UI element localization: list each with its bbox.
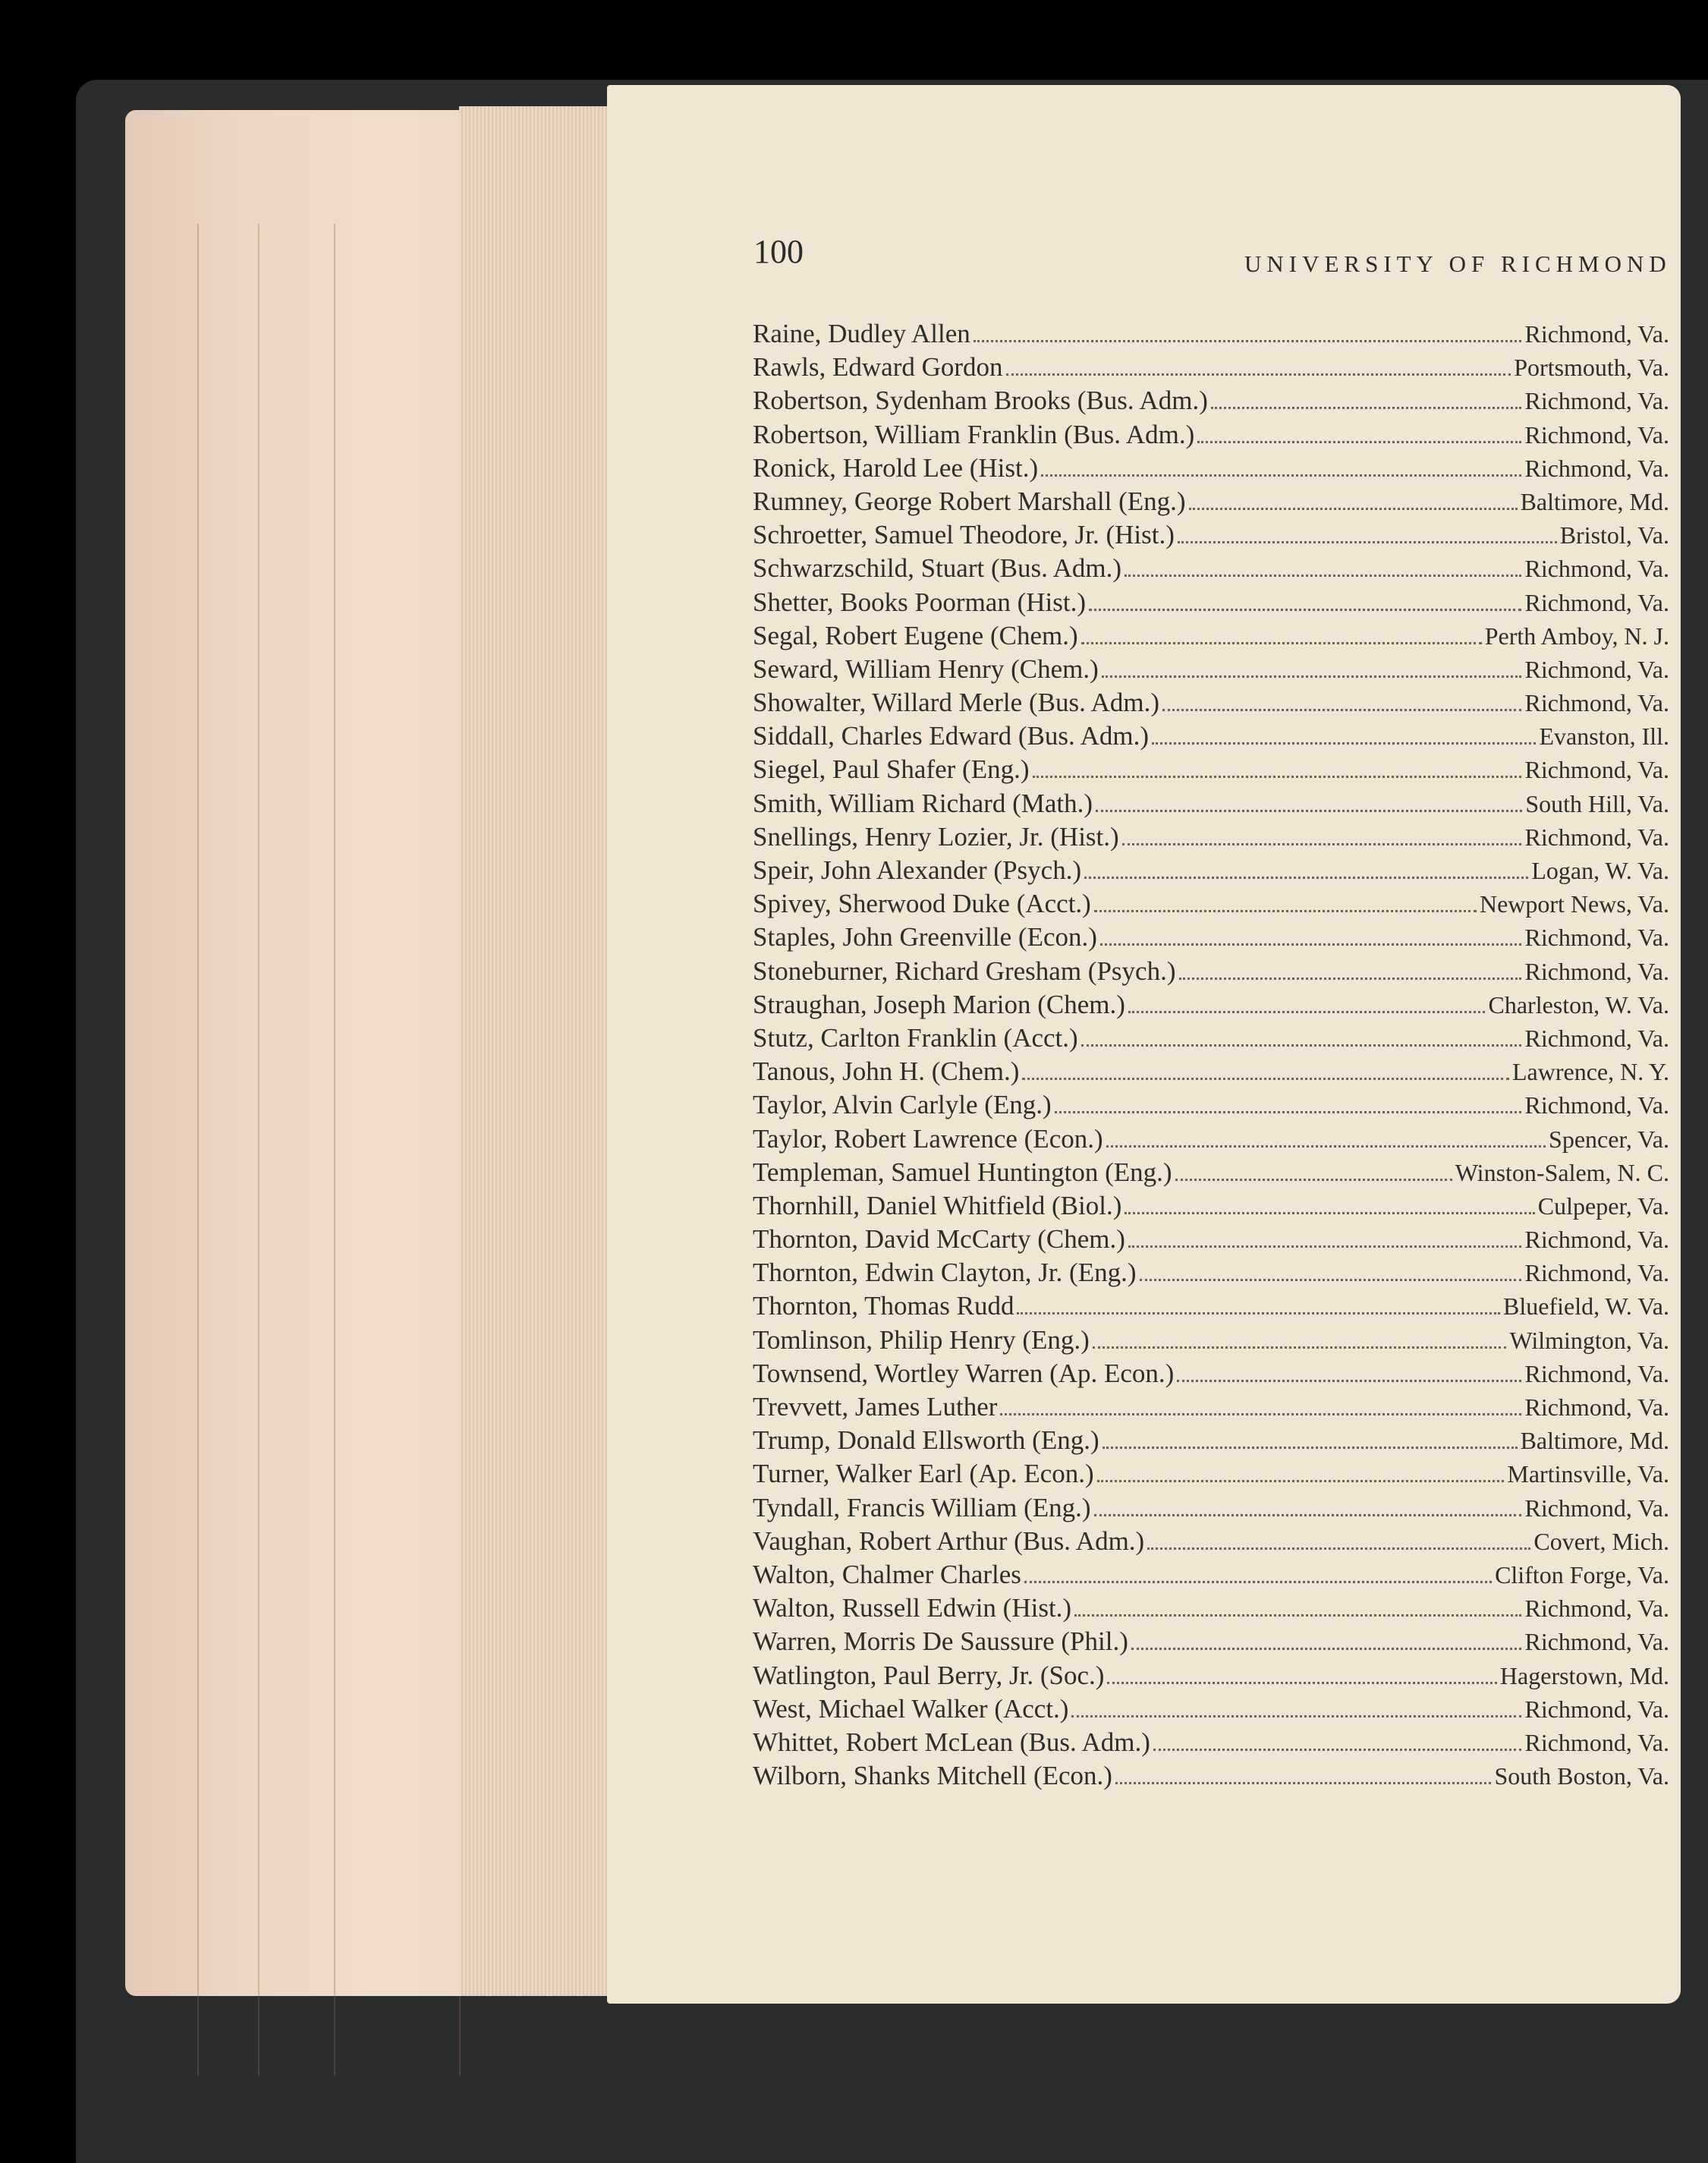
student-name: Segal, Robert Eugene (Chem.) (753, 620, 1078, 650)
dot-leader (1096, 805, 1522, 812)
student-hometown: Spencer, Va. (1549, 1125, 1669, 1153)
dot-leader (1153, 1744, 1522, 1751)
student-hometown: Covert, Mich. (1533, 1527, 1669, 1555)
student-hometown: South Hill, Va. (1525, 789, 1669, 817)
dot-leader (1074, 1610, 1521, 1617)
dot-leader (1131, 1643, 1522, 1650)
dot-leader (1140, 1274, 1522, 1281)
student-hometown: Richmond, Va. (1524, 1393, 1669, 1421)
list-item (753, 1325, 1669, 1359)
student-hometown: Richmond, Va. (1524, 588, 1669, 616)
student-hometown: Richmond, Va. (1524, 1226, 1669, 1254)
student-hometown: Perth Amboy, N. J. (1484, 622, 1669, 650)
list-item (753, 1157, 1669, 1191)
dot-leader (1179, 973, 1522, 980)
dot-leader (1197, 436, 1521, 443)
student-hometown: Newport News, Va. (1479, 890, 1669, 918)
list-item (753, 420, 1669, 453)
list-item (753, 855, 1669, 889)
list-item (753, 1694, 1669, 1727)
student-name: Stoneburner, Richard Gresham (Psych.) (753, 956, 1176, 986)
dot-leader (1122, 839, 1522, 845)
student-hometown: Hagerstown, Md. (1499, 1661, 1669, 1689)
student-name: Whittet, Robert McLean (Bus. Adm.) (753, 1727, 1150, 1757)
dot-leader (1093, 1342, 1507, 1349)
dot-leader (1094, 1510, 1522, 1516)
list-item (753, 1560, 1669, 1593)
student-hometown: Bluefield, W. Va. (1503, 1292, 1669, 1321)
student-name: Siddall, Charles Edward (Bus. Adm.) (753, 721, 1150, 751)
list-item (753, 587, 1669, 621)
list-item (753, 1593, 1669, 1626)
dot-leader (1162, 704, 1521, 711)
list-item (753, 1359, 1669, 1392)
student-name: Rumney, George Robert Marshall (Eng.) (753, 486, 1186, 516)
student-name: Stutz, Carlton Franklin (Acct.) (753, 1022, 1078, 1053)
running-head: UNIVERSITY OF RICHMOND (1244, 250, 1672, 277)
student-name: Wilborn, Shanks Mitchell (Econ.) (753, 1761, 1112, 1791)
dot-leader (1084, 872, 1528, 879)
student-name: Vaughan, Robert Arthur (Bus. Adm.) (753, 1525, 1145, 1556)
student-name: Trump, Donald Ellsworth (Eng.) (753, 1425, 1099, 1456)
student-hometown: Martinsville, Va. (1507, 1460, 1669, 1488)
list-item (753, 1258, 1669, 1291)
student-hometown: Richmond, Va. (1524, 1024, 1669, 1052)
dot-leader (1175, 1174, 1452, 1181)
student-name: Taylor, Alvin Carlyle (Eng.) (753, 1090, 1052, 1120)
student-name: Snellings, Henry Lozier, Jr. (Hist.) (753, 821, 1119, 852)
dot-leader (1128, 1241, 1522, 1248)
dot-leader (1115, 1777, 1492, 1784)
student-hometown: Richmond, Va. (1524, 1259, 1669, 1287)
dot-leader (1000, 1409, 1521, 1415)
list-item (753, 1661, 1669, 1694)
student-name: Townsend, Wortley Warren (Ap. Econ.) (753, 1358, 1175, 1388)
list-item (753, 754, 1669, 788)
page-leaf-stack (459, 106, 611, 1996)
dot-leader (974, 335, 1522, 342)
dot-leader (1211, 402, 1522, 409)
student-name: Templeman, Samuel Huntington (Eng.) (753, 1157, 1172, 1187)
student-name: Thornton, Thomas Rudd (753, 1291, 1014, 1321)
list-item (753, 1626, 1669, 1660)
dot-leader (1152, 738, 1536, 745)
student-hometown: Clifton Forge, Va. (1495, 1560, 1669, 1588)
student-name: Walton, Chalmer Charles (753, 1559, 1021, 1589)
student-name: Showalter, Willard Merle (Bus. Adm.) (753, 688, 1160, 718)
student-name: Thornton, David McCarty (Chem.) (753, 1224, 1125, 1255)
dot-leader (1041, 470, 1521, 477)
dot-leader (1147, 1543, 1530, 1550)
dot-leader (1128, 1006, 1486, 1013)
list-item (753, 1526, 1669, 1560)
student-name: Thornhill, Daniel Whitfield (Biol.) (753, 1190, 1122, 1220)
dot-leader (1102, 671, 1522, 678)
dot-leader (1006, 369, 1511, 376)
student-hometown: Richmond, Va. (1524, 1494, 1669, 1522)
student-name: Smith, William Richard (Math.) (753, 788, 1093, 818)
student-name: Taylor, Robert Lawrence (Econ.) (753, 1123, 1103, 1154)
dot-leader (1094, 905, 1477, 912)
list-item (753, 1191, 1669, 1224)
student-hometown: Richmond, Va. (1524, 320, 1669, 348)
student-hometown: Richmond, Va. (1524, 420, 1669, 449)
page-edge-line (334, 224, 335, 2076)
student-name: Tyndall, Francis William (Eng.) (753, 1492, 1091, 1522)
student-hometown: Richmond, Va. (1524, 1695, 1669, 1723)
page-number: 100 (753, 233, 804, 270)
list-item (753, 1459, 1669, 1492)
list-item (753, 1224, 1669, 1258)
student-hometown: Richmond, Va. (1524, 823, 1669, 851)
student-hometown: Richmond, Va. (1524, 756, 1669, 784)
dot-leader (1022, 1073, 1509, 1080)
student-hometown: Richmond, Va. (1524, 454, 1669, 482)
student-hometown: Winston-Salem, N. C. (1455, 1158, 1669, 1186)
list-item (753, 1425, 1669, 1459)
dot-leader (1024, 1576, 1492, 1583)
student-hometown: Baltimore, Md. (1520, 1427, 1669, 1455)
student-hometown: Baltimore, Md. (1520, 487, 1669, 515)
list-item (753, 1727, 1669, 1761)
dot-leader (1177, 1375, 1521, 1382)
list-item (753, 621, 1669, 654)
student-hometown: Richmond, Va. (1524, 1359, 1669, 1387)
list-item (753, 654, 1669, 688)
student-name: West, Michael Walker (Acct.) (753, 1693, 1069, 1724)
list-item (753, 386, 1669, 419)
student-name: Speir, John Alexander (Psych.) (753, 855, 1082, 885)
student-name: Thornton, Edwin Clayton, Jr. (Eng.) (753, 1258, 1137, 1288)
list-item (753, 1124, 1669, 1157)
dot-leader (1178, 537, 1557, 543)
student-name: Straughan, Joseph Marion (Chem.) (753, 989, 1125, 1019)
student-hometown: South Boston, Va. (1494, 1762, 1669, 1790)
student-hometown: Richmond, Va. (1524, 689, 1669, 717)
student-hometown: Richmond, Va. (1524, 1628, 1669, 1656)
dot-leader (1055, 1107, 1522, 1113)
dot-leader (1100, 939, 1522, 946)
student-name: Tomlinson, Philip Henry (Eng.) (753, 1324, 1090, 1355)
student-name: Walton, Russell Edwin (Hist.) (753, 1593, 1072, 1623)
dot-leader (1125, 1207, 1534, 1214)
list-item (753, 453, 1669, 486)
dot-leader (1071, 1711, 1521, 1717)
list-item (753, 688, 1669, 721)
student-name: Watlington, Paul Berry, Jr. (Soc.) (753, 1660, 1105, 1690)
list-item (753, 789, 1669, 822)
list-item (753, 319, 1669, 352)
student-hometown: Richmond, Va. (1524, 387, 1669, 415)
list-item (753, 822, 1669, 855)
student-hometown: Richmond, Va. (1524, 924, 1669, 952)
list-item (753, 520, 1669, 553)
list-item (753, 956, 1669, 990)
dot-leader (1081, 638, 1482, 644)
student-name: Siegel, Paul Shafer (Eng.) (753, 754, 1030, 785)
student-hometown: Richmond, Va. (1524, 1091, 1669, 1119)
page-edge-line (258, 224, 260, 2076)
student-hometown: Richmond, Va. (1524, 957, 1669, 985)
dot-leader (1189, 503, 1518, 510)
student-name: Rawls, Edward Gordon (753, 352, 1003, 383)
list-item (753, 1056, 1669, 1090)
page-edge-line (197, 224, 199, 2076)
list-item (753, 1761, 1669, 1794)
student-name: Raine, Dudley Allen (753, 319, 970, 348)
student-name: Schroetter, Samuel Theodore, Jr. (Hist.) (753, 520, 1175, 550)
dot-leader (1097, 1475, 1505, 1482)
list-item (753, 553, 1669, 587)
list-item (753, 889, 1669, 922)
dot-leader (1107, 1677, 1496, 1684)
dot-leader (1125, 570, 1521, 577)
list-item (753, 1392, 1669, 1425)
dot-leader (1017, 1308, 1500, 1314)
dot-leader (1106, 1141, 1546, 1148)
student-name: Turner, Walker Earl (Ap. Econ.) (753, 1459, 1094, 1489)
student-name: Robertson, William Franklin (Bus. Adm.) (753, 419, 1195, 449)
student-hometown: Charleston, W. Va. (1488, 990, 1669, 1019)
student-hometown: Richmond, Va. (1524, 1595, 1669, 1623)
student-hometown: Culpeper, Va. (1537, 1192, 1669, 1220)
student-hometown: Bristol, Va. (1559, 521, 1669, 549)
student-name: Tanous, John H. (Chem.) (753, 1056, 1020, 1087)
student-name: Spivey, Sherwood Duke (Acct.) (753, 889, 1091, 919)
list-item (753, 922, 1669, 956)
student-hometown: Lawrence, N. Y. (1511, 1058, 1669, 1086)
list-item (753, 990, 1669, 1023)
student-hometown: Richmond, Va. (1524, 655, 1669, 683)
student-hometown: Portsmouth, Va. (1514, 354, 1669, 382)
student-hometown: Richmond, Va. (1524, 1728, 1669, 1756)
student-name: Warren, Morris De Saussure (Phil.) (753, 1626, 1128, 1657)
dot-leader (1089, 604, 1521, 611)
list-item (753, 1291, 1669, 1324)
student-name: Staples, John Greenville (Econ.) (753, 922, 1097, 952)
list-item (753, 1023, 1669, 1056)
student-hometown: Logan, W. Va. (1531, 857, 1669, 884)
student-name: Shetter, Books Poorman (Hist.) (753, 587, 1086, 617)
list-item (753, 1090, 1669, 1123)
student-name: Trevvett, James Luther (753, 1392, 998, 1422)
dot-leader (1081, 1040, 1522, 1047)
student-hometown: Richmond, Va. (1524, 555, 1669, 583)
list-item (753, 486, 1669, 520)
student-name: Robertson, Sydenham Brooks (Bus. Adm.) (753, 386, 1208, 416)
student-list (753, 319, 1669, 1794)
dot-leader (1102, 1442, 1518, 1449)
student-name: Seward, William Henry (Chem.) (753, 653, 1099, 684)
list-item (753, 721, 1669, 754)
student-name: Schwarzschild, Stuart (Bus. Adm.) (753, 553, 1122, 584)
student-hometown: Wilmington, Va. (1509, 1326, 1669, 1354)
list-item (753, 1493, 1669, 1526)
list-item (753, 352, 1669, 386)
dot-leader (1033, 771, 1522, 778)
student-hometown: Evanston, Ill. (1539, 723, 1669, 751)
student-name: Ronick, Harold Lee (Hist.) (753, 452, 1039, 483)
